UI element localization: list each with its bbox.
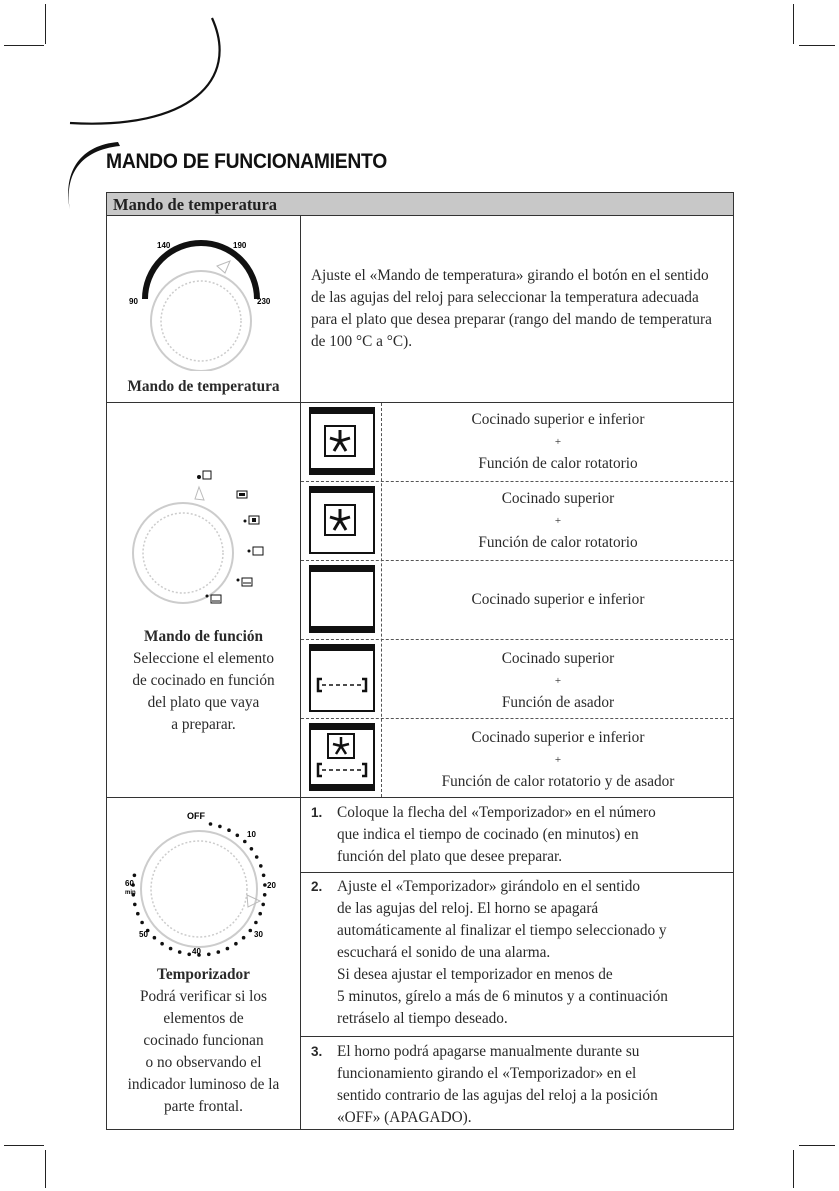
mode-description (383, 648, 733, 714)
timer-label-60: 60 (125, 879, 134, 888)
step-line: Ajuste el «Temporizador» girándolo en el sentido (337, 878, 641, 895)
row-divider (107, 797, 733, 798)
timer-description-line: parte frontal. (164, 1098, 243, 1115)
temp-label-230: 230 (257, 297, 271, 306)
function-dial-caption: Mando de función (144, 628, 263, 645)
temperature-dial-caption: Mando de temperatura (127, 378, 280, 395)
function-description-line: de cocinado en función (132, 672, 275, 689)
timer-description-line: cocinado funcionan (143, 1032, 264, 1049)
timer-dot (133, 874, 137, 878)
timer-description-line: Podrá verificar si los (139, 988, 267, 1005)
step-divider (300, 1036, 733, 1037)
step-line: El horno podrá apagarse manualmente durante su (337, 1043, 640, 1060)
column-divider (300, 216, 301, 1129)
timer-dot (243, 840, 247, 844)
crop-mark (799, 1145, 835, 1146)
temperature-header: Mando de temperatura (107, 193, 733, 216)
timer-dial (117, 809, 292, 959)
timer-label-50: 50 (139, 930, 148, 939)
mode-line: Cocinado superior e inferior (471, 729, 645, 746)
crop-mark (793, 1150, 794, 1188)
mode-line: Cocinado superior e inferior (471, 591, 645, 608)
fan-top-bottom-icon (308, 406, 376, 476)
timer-dot (227, 828, 231, 832)
timer-dot (169, 947, 173, 951)
timer-dot (133, 903, 137, 907)
control-table (106, 192, 734, 1130)
timer-dot (153, 936, 157, 940)
timer-dot (263, 893, 267, 897)
step-line: 5 minutos, gírelo a más de 6 minutos y a continuación (337, 988, 668, 1005)
mode-divider (301, 639, 733, 640)
step-line: retráselo al tiempo deseado. (337, 1010, 508, 1027)
top-bottom-icon (308, 564, 376, 634)
timer-dot (261, 903, 265, 907)
step-line: Coloque la flecha del «Temporizador» en el número (337, 804, 656, 821)
mode-description (383, 488, 733, 554)
step-divider (300, 872, 733, 873)
step-line: de las agujas del reloj. El horno se apagará (337, 900, 599, 917)
timer-dot (234, 942, 238, 946)
timer-description-line: elementos de (163, 1010, 244, 1027)
timer-step-3 (311, 1041, 731, 1129)
function-dial (117, 463, 287, 623)
timer-dot (160, 942, 164, 946)
function-description-line: a preparar. (171, 716, 236, 733)
step-number: 1. (311, 805, 323, 820)
timer-dot (259, 864, 263, 868)
timer-dot (258, 912, 262, 916)
mode-description (383, 589, 733, 611)
step-line: sentido contrario de las agujas del reloj a la posición (337, 1087, 658, 1104)
temp-label-190: 190 (233, 241, 247, 250)
timer-label-10: 10 (247, 830, 256, 839)
timer-label-30: 30 (254, 930, 263, 939)
timer-dot (236, 834, 240, 838)
mode-line: Cocinado superior e inferior (471, 411, 645, 428)
timer-dot (226, 947, 230, 951)
mode-line: Función de asador (501, 694, 615, 711)
step-line: funcionamiento girando el «Temporizador» en el (337, 1065, 637, 1082)
mode-column-divider (381, 403, 382, 797)
timer-label-off: OFF (187, 811, 205, 821)
temp-label-140: 140 (157, 241, 171, 250)
timer-dot (217, 950, 221, 954)
crop-mark (4, 1145, 44, 1146)
mode-divider (301, 481, 733, 482)
timer-dot (250, 847, 254, 851)
temp-label-90: 90 (129, 297, 138, 306)
mode-plus: + (554, 515, 562, 527)
timer-dot (178, 950, 182, 954)
timer-label-20: 20 (267, 881, 276, 890)
mode-plus: + (554, 675, 562, 687)
timer-dot (187, 953, 191, 957)
timer-caption: Temporizador (157, 966, 250, 983)
timer-label-min: min (125, 890, 136, 896)
mode-description (383, 409, 733, 475)
fan-top-icon (308, 485, 376, 555)
timer-step-2 (311, 876, 731, 1030)
step-line: automáticamente al finalizar el tiempo seleccionado y (337, 922, 667, 939)
temperature-dial (117, 231, 292, 371)
decorative-swoosh (0, 0, 839, 220)
mode-plus: + (554, 754, 562, 766)
step-line: «OFF» (APAGADO). (337, 1109, 472, 1126)
timer-dot (136, 912, 140, 916)
timer-dot (218, 825, 222, 829)
step-number: 2. (311, 879, 323, 894)
timer-description-line: o no observando el (145, 1054, 262, 1071)
step-line: función del plato que desee preparar. (337, 848, 563, 865)
timer-dot (207, 953, 211, 957)
section-title: MANDO DE FUNCIONAMIENTO (106, 150, 387, 173)
row-divider (107, 402, 733, 403)
timer-description-line: indicador luminoso de la (127, 1076, 280, 1093)
timer-dot (242, 936, 246, 940)
function-description-line: del plato que vaya (147, 694, 260, 711)
crop-mark (45, 1150, 46, 1188)
mode-line: Función de calor rotatorio (478, 534, 638, 551)
mode-plus: + (554, 436, 562, 448)
mode-line: Función de calor rotatorio y de asador (441, 773, 675, 790)
timer-dot (140, 921, 144, 925)
mode-line: Cocinado superior (501, 650, 615, 667)
timer-dot (255, 855, 259, 859)
timer-dot (262, 874, 266, 878)
fan-grill-top-bottom-icon (308, 722, 376, 792)
timer-dot (254, 921, 258, 925)
mode-description (383, 727, 733, 793)
step-line: Si desea ajustar el temporizador en menos de (337, 966, 613, 983)
function-description-line: Seleccione el elemento (132, 650, 274, 667)
mode-divider (301, 560, 733, 561)
timer-dot (209, 822, 213, 826)
timer-label-40: 40 (192, 947, 201, 956)
grill-top-icon (308, 643, 376, 713)
step-number: 3. (311, 1044, 323, 1059)
mode-line: Cocinado superior (501, 490, 615, 507)
step-line: escuchará el sonido de una alarma. (337, 944, 551, 961)
step-line: que indica el tiempo de cocinado (en minutos) en (337, 826, 639, 843)
timer-step-1 (311, 802, 731, 868)
mode-divider (301, 718, 733, 719)
mode-line: Función de calor rotatorio (478, 455, 638, 472)
timer-dot (249, 929, 253, 933)
temperature-description: Ajuste el «Mando de temperatura» girando el botón en el sentido de las agujas del reloj para seleccionar la temperatura adecuada para el plato que desea preparar (rango del mando de temperatura de 100 °C a °C). (311, 267, 712, 350)
